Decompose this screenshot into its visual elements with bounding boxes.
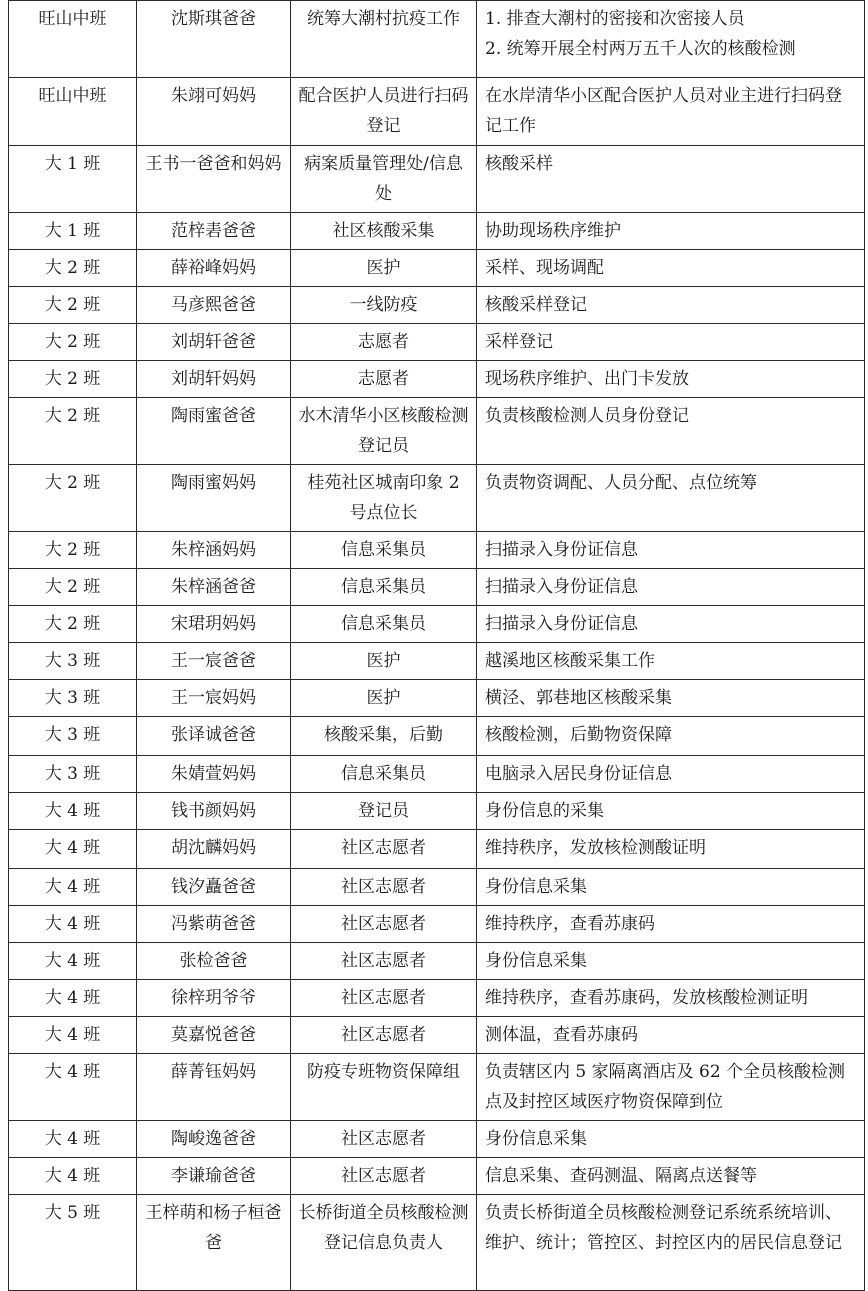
position-cell: 桂苑社区城南印象 2 号点位长 [291, 465, 477, 532]
duty-line: 负责核酸检测人员身份登记 [485, 406, 689, 426]
position-cell: 医护 [291, 250, 477, 287]
table-row [9, 465, 865, 532]
table-row [9, 1017, 865, 1054]
duties-cell [477, 830, 865, 869]
class-cell: 旺山中班 [9, 78, 137, 146]
duties-cell [477, 980, 865, 1017]
duty-line: 身份信息采集 [485, 877, 587, 897]
class-cell: 大 4 班 [9, 793, 137, 830]
duty-line: 采样登记 [485, 332, 553, 352]
duty-line: 核酸采样 [485, 154, 553, 174]
table-row [9, 1054, 865, 1121]
duty-line: 负责物资调配、人员分配、点位统筹 [485, 473, 757, 493]
class-cell: 大 4 班 [9, 1121, 137, 1158]
class-cell: 大 4 班 [9, 869, 137, 906]
duty-line: 1. 排查大潮村的密接和次密接人员 [485, 9, 745, 29]
table-row [9, 793, 865, 830]
table-row [9, 213, 865, 250]
duties-cell [477, 532, 865, 569]
parent-cell: 朱翊可妈妈 [137, 78, 291, 146]
parent-cell: 马彦熙爸爸 [137, 287, 291, 324]
position-cell: 医护 [291, 643, 477, 680]
class-cell: 大 3 班 [9, 643, 137, 680]
duty-line: 核酸检测，后勤物资保障 [485, 725, 672, 745]
table-row [9, 324, 865, 361]
parent-cell: 王书一爸爸和妈妈 [137, 146, 291, 213]
table-row [9, 250, 865, 287]
parent-cell: 王一宸爸爸 [137, 643, 291, 680]
parent-cell: 李谦瑜爸爸 [137, 1158, 291, 1195]
duty-line: 信息采集、查码测温、隔离点送餐等 [485, 1166, 757, 1186]
class-cell: 大 5 班 [9, 1195, 137, 1291]
position-cell: 社区志愿者 [291, 830, 477, 869]
duties-cell [477, 793, 865, 830]
duty-line: 扫描录入身份证信息 [485, 540, 638, 560]
duties-cell [477, 1121, 865, 1158]
duties-cell [477, 324, 865, 361]
position-cell: 信息采集员 [291, 569, 477, 606]
duties-cell [477, 906, 865, 943]
duty-line: 负责辖区内 5 家隔离酒店及 62 个全员核酸检测点及封控区域医疗物资保障到位 [485, 1062, 846, 1112]
duty-line: 测体温，查看苏康码 [485, 1025, 638, 1045]
duties-cell [477, 1017, 865, 1054]
parent-cell: 薛菁钰妈妈 [137, 1054, 291, 1121]
position-cell: 社区核酸采集 [291, 213, 477, 250]
class-cell: 大 4 班 [9, 980, 137, 1017]
table-row [9, 830, 865, 869]
position-cell: 水木清华小区核酸检测登记员 [291, 398, 477, 465]
duty-line: 协助现场秩序维护 [485, 221, 621, 241]
duties-cell [477, 398, 865, 465]
parent-cell: 王梓萌和杨子桓爸爸 [137, 1195, 291, 1291]
position-cell: 信息采集员 [291, 606, 477, 643]
class-cell: 大 4 班 [9, 1158, 137, 1195]
parent-cell: 朱婧萱妈妈 [137, 756, 291, 793]
parent-cell: 刘胡轩妈妈 [137, 361, 291, 398]
duty-line: 电脑录入居民身份证信息 [485, 764, 672, 784]
table-row [9, 1121, 865, 1158]
position-cell: 长桥街道全员核酸检测登记信息负责人 [291, 1195, 477, 1291]
position-cell: 防疫专班物资保障组 [291, 1054, 477, 1121]
table-row [9, 569, 865, 606]
parent-cell: 薛裕峰妈妈 [137, 250, 291, 287]
duties-cell [477, 287, 865, 324]
duties-cell [477, 943, 865, 980]
duty-line: 在水岸清华小区配合医护人员对业主进行扫码登记工作 [485, 86, 842, 136]
duty-line: 身份信息采集 [485, 951, 587, 971]
table-row [9, 532, 865, 569]
duty-line: 身份信息采集 [485, 1129, 587, 1149]
class-cell: 大 3 班 [9, 717, 137, 756]
class-cell: 大 2 班 [9, 250, 137, 287]
position-cell: 核酸采集，后勤 [291, 717, 477, 756]
position-cell: 志愿者 [291, 324, 477, 361]
duty-line: 维持秩序，查看苏康码，发放核酸检测证明 [485, 988, 808, 1008]
table-row [9, 398, 865, 465]
position-cell: 社区志愿者 [291, 906, 477, 943]
duties-cell [477, 78, 865, 146]
class-cell: 大 2 班 [9, 465, 137, 532]
table-row [9, 287, 865, 324]
class-cell: 大 4 班 [9, 830, 137, 869]
position-cell: 统筹大潮村抗疫工作 [291, 1, 477, 78]
table-row [9, 717, 865, 756]
duty-line: 维持秩序，查看苏康码 [485, 914, 655, 934]
table-row [9, 361, 865, 398]
position-cell: 社区志愿者 [291, 980, 477, 1017]
table-row [9, 1195, 865, 1291]
class-cell: 大 4 班 [9, 943, 137, 980]
volunteer-table [8, 0, 865, 1291]
position-cell: 社区志愿者 [291, 1158, 477, 1195]
parent-cell: 冯紫萌爸爸 [137, 906, 291, 943]
parent-cell: 钱书颜妈妈 [137, 793, 291, 830]
duties-cell [477, 250, 865, 287]
position-cell: 信息采集员 [291, 756, 477, 793]
duties-cell [477, 569, 865, 606]
table-row [9, 1, 865, 78]
class-cell: 大 1 班 [9, 213, 137, 250]
position-cell: 信息采集员 [291, 532, 477, 569]
duties-cell [477, 146, 865, 213]
class-cell: 大 4 班 [9, 1017, 137, 1054]
table-row [9, 869, 865, 906]
duties-cell [477, 717, 865, 756]
class-cell: 大 2 班 [9, 287, 137, 324]
parent-cell: 范梓砉爸爸 [137, 213, 291, 250]
duty-line: 采样、现场调配 [485, 258, 604, 278]
position-cell: 一线防疫 [291, 287, 477, 324]
duties-cell [477, 1195, 865, 1291]
duties-cell [477, 1, 865, 78]
position-cell: 登记员 [291, 793, 477, 830]
parent-cell: 莫嘉悦爸爸 [137, 1017, 291, 1054]
table-row [9, 1158, 865, 1195]
parent-cell: 陶雨蜜爸爸 [137, 398, 291, 465]
duties-cell [477, 1054, 865, 1121]
duty-line: 扫描录入身份证信息 [485, 614, 638, 634]
position-cell: 社区志愿者 [291, 869, 477, 906]
class-cell: 大 2 班 [9, 361, 137, 398]
duty-line: 现场秩序维护、出门卡发放 [485, 369, 689, 389]
class-cell: 大 1 班 [9, 146, 137, 213]
duty-line: 身份信息的采集 [485, 801, 604, 821]
class-cell: 大 2 班 [9, 569, 137, 606]
duties-cell [477, 1158, 865, 1195]
duty-line: 横泾、郭巷地区核酸采集 [485, 688, 672, 708]
duties-cell [477, 361, 865, 398]
duties-cell [477, 680, 865, 717]
parent-cell: 陶峻逸爸爸 [137, 1121, 291, 1158]
parent-cell: 刘胡轩爸爸 [137, 324, 291, 361]
duty-line: 负责长桥街道全员核酸检测登记系统系统培训、维护、统计；管控区、封控区内的居民信息登记 [485, 1203, 842, 1253]
parent-cell: 朱梓涵爸爸 [137, 569, 291, 606]
parent-cell: 沈斯琪爸爸 [137, 1, 291, 78]
duty-line: 维持秩序，发放核检测酸证明 [485, 838, 706, 858]
class-cell: 大 2 班 [9, 324, 137, 361]
class-cell: 大 2 班 [9, 398, 137, 465]
parent-cell: 张检爸爸 [137, 943, 291, 980]
parent-cell: 王一宸妈妈 [137, 680, 291, 717]
parent-cell: 张译诚爸爸 [137, 717, 291, 756]
position-cell: 社区志愿者 [291, 1017, 477, 1054]
table-row [9, 606, 865, 643]
duties-cell [477, 869, 865, 906]
position-cell: 病案质量管理处/信息处 [291, 146, 477, 213]
duty-line: 2. 统筹开展全村两万五千人次的核酸检测 [485, 39, 796, 59]
duties-cell [477, 606, 865, 643]
table-row [9, 643, 865, 680]
table-row [9, 680, 865, 717]
class-cell: 大 3 班 [9, 756, 137, 793]
table-body [9, 1, 865, 1291]
position-cell: 医护 [291, 680, 477, 717]
duties-cell [477, 213, 865, 250]
parent-cell: 朱梓涵妈妈 [137, 532, 291, 569]
parent-cell: 胡沈麟妈妈 [137, 830, 291, 869]
parent-cell: 徐梓玥爷爷 [137, 980, 291, 1017]
duties-cell [477, 756, 865, 793]
duties-cell [477, 465, 865, 532]
class-cell: 大 3 班 [9, 680, 137, 717]
class-cell: 旺山中班 [9, 1, 137, 78]
duty-line: 越溪地区核酸采集工作 [485, 651, 655, 671]
parent-cell: 陶雨蜜妈妈 [137, 465, 291, 532]
position-cell: 配合医护人员进行扫码登记 [291, 78, 477, 146]
parent-cell: 钱汐矗爸爸 [137, 869, 291, 906]
table-row [9, 943, 865, 980]
table-row [9, 756, 865, 793]
duty-line: 核酸采样登记 [485, 295, 587, 315]
parent-cell: 宋珺玥妈妈 [137, 606, 291, 643]
table-row [9, 78, 865, 146]
duty-line: 扫描录入身份证信息 [485, 577, 638, 597]
position-cell: 志愿者 [291, 361, 477, 398]
table-row [9, 980, 865, 1017]
table-row [9, 146, 865, 213]
position-cell: 社区志愿者 [291, 1121, 477, 1158]
table-row [9, 906, 865, 943]
position-cell: 社区志愿者 [291, 943, 477, 980]
class-cell: 大 4 班 [9, 1054, 137, 1121]
class-cell: 大 2 班 [9, 532, 137, 569]
class-cell: 大 2 班 [9, 606, 137, 643]
class-cell: 大 4 班 [9, 906, 137, 943]
duties-cell [477, 643, 865, 680]
